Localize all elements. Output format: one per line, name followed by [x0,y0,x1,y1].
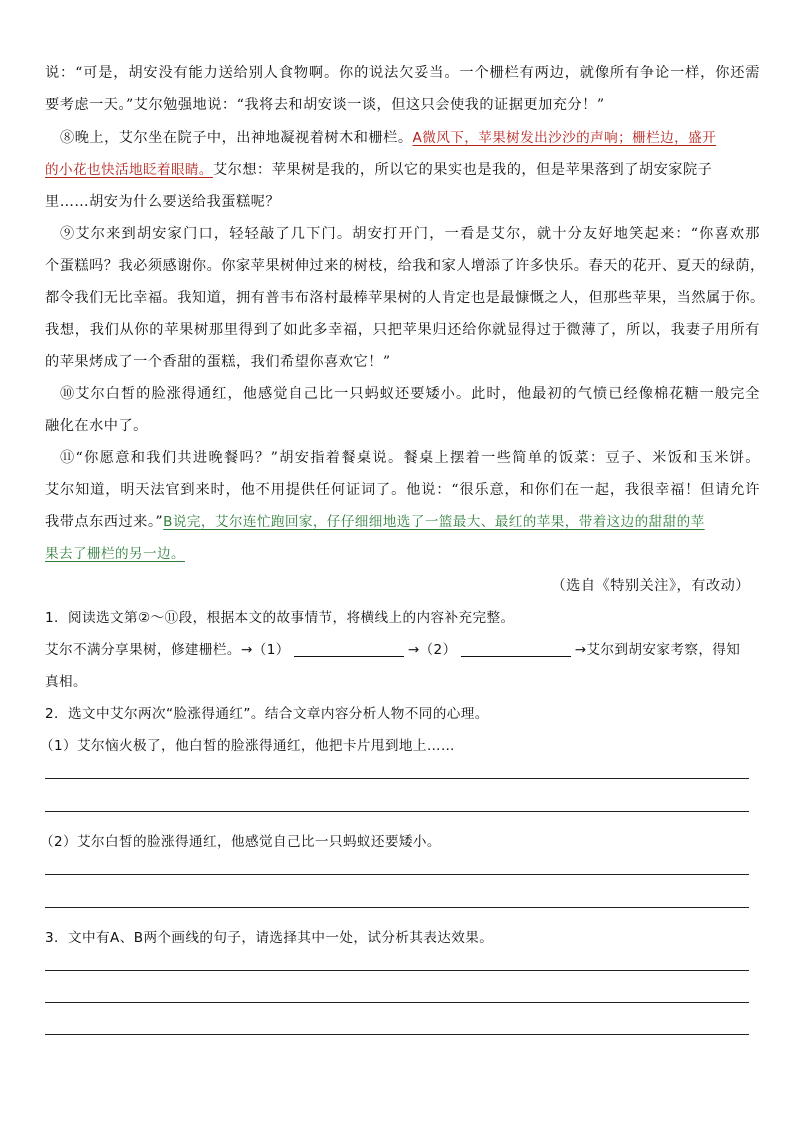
paragraph-11-text: 我带点东西过来。” [45,514,164,530]
paragraph-8-line-3: 里……胡安为什么要送给我蛋糕呢？ [45,194,281,210]
paragraph-8-text: 艾尔想：苹果树是我的，所以它的果实也是我的，但是苹果落到了胡安家院子 [212,162,713,178]
paragraph-9-line: ⑨艾尔来到胡安家门口，轻轻敲了几下门。胡安打开门，一看是艾尔，就十分友好地笑起来：“你喜欢那 [60,226,760,242]
paragraph-11-line-3 [45,512,760,532]
source-citation: （选自《特别关注》，有改动） [551,578,750,594]
paragraph-8-text: ⑧晚上，艾尔坐在院子中，出神地凝视着树木和栅栏。 [60,130,413,146]
answer-line[interactable] [45,811,749,812]
paragraph-8-line-2 [45,160,760,180]
underlined-sentence-a: A微风下，苹果树发出沙沙的声响；栅栏边，盛开 [412,130,717,146]
answer-line[interactable] [45,874,749,875]
paragraph-9-line: 个蛋糕吗？我必须感谢你。你家苹果树伸过来的树枝，给我和家人增添了许多快乐。春天的花开、夏天的绿荫， [45,258,765,274]
passage-line: 要考虑一天。”艾尔勉强地说：“我将去和胡安谈一谈，但这只会使我的证据更加充分！” [45,97,605,113]
paragraph-10-line: ⑩艾尔白皙的脸涨得通红，他感觉自己比一只蚂蚁还要矮小。此时，他最初的气愤已经像棉花糖一般完全 [60,386,760,402]
paragraph-9-line: 都令我们无比幸福。我知道，拥有普韦布洛村最棒苹果树的人肯定也是最慷慨之人，但那些苹果，当然属于你。 [45,290,765,306]
paragraph-11-line: 艾尔知道，明天法官到来时，他不用提供任何证词了。他说：“很乐意，和你们在一起，我很幸福！但请允许 [45,482,760,498]
question-2-sub-1: （1）艾尔恼火极了，他白皙的脸涨得通红，他把卡片甩到地上…… [40,738,455,754]
underlined-sentence-b: B说完，艾尔连忙跑回家，仔仔细细地选了一篮最大、最红的苹果，带着这边的甜甜的苹 [163,514,705,530]
question-1-prompt: 1．阅读选文第②～⑪段，根据本文的故事情节，将横线上的内容补充完整。 [45,610,515,626]
answer-line[interactable] [45,907,749,908]
chain-step-start: 艾尔不满分享果树，修建栅栏。→（1） [45,642,290,658]
underlined-sentence-a: 的小花也快活地眨着眼睛。 [45,162,213,178]
underlined-sentence-b: 果去了栅栏的另一边。 [45,546,185,562]
chain-step-mid: →（2） [407,642,457,658]
paragraph-8-line-1 [60,128,760,148]
paragraph-9-line: 的苹果烤成了一个香甜的蛋糕，我们希望你喜欢它！” [45,354,391,370]
chain-step-end: →艾尔到胡安家考察，得知 [574,642,741,658]
answer-line[interactable] [45,1034,749,1035]
paragraph-9-line: 我想，我们从你的苹果树那里得到了如此多幸福，只把苹果归还给你就显得过于微薄了，所以，我妻子用所有 [45,322,760,338]
answer-blank-1[interactable] [294,642,404,657]
answer-line[interactable] [45,1002,749,1003]
question-3-prompt: 3．文中有A、B两个画线的句子，请选择其中一处，试分析其表达效果。 [45,930,494,946]
question-2-sub-2: （2）艾尔白皙的脸涨得通红，他感觉自己比一只蚂蚁还要矮小。 [40,834,441,850]
answer-line[interactable] [45,778,749,779]
answer-blank-2[interactable] [461,642,571,657]
paragraph-11-line: ⑪“你愿意和我们共进晚餐吗？”胡安指着餐桌说。餐桌上摆着一些简单的饭菜：豆子、米饭和玉米饼。 [60,450,760,466]
paragraph-10-line: 融化在水中了。 [45,418,148,434]
question-1-chain-end: 真相。 [45,674,87,690]
question-1-chain [45,640,760,660]
question-2-prompt: 2．选文中艾尔两次“脸涨得通红”。结合文章内容分析人物不同的心理。 [45,706,489,722]
paragraph-11-line-4 [45,544,760,564]
passage-line: 说：“可是，胡安没有能力送给别人食物啊。你的说法欠妥当。一个栅栏有两边，就像所有争论一样，你还需 [45,65,760,81]
answer-line[interactable] [45,970,749,971]
